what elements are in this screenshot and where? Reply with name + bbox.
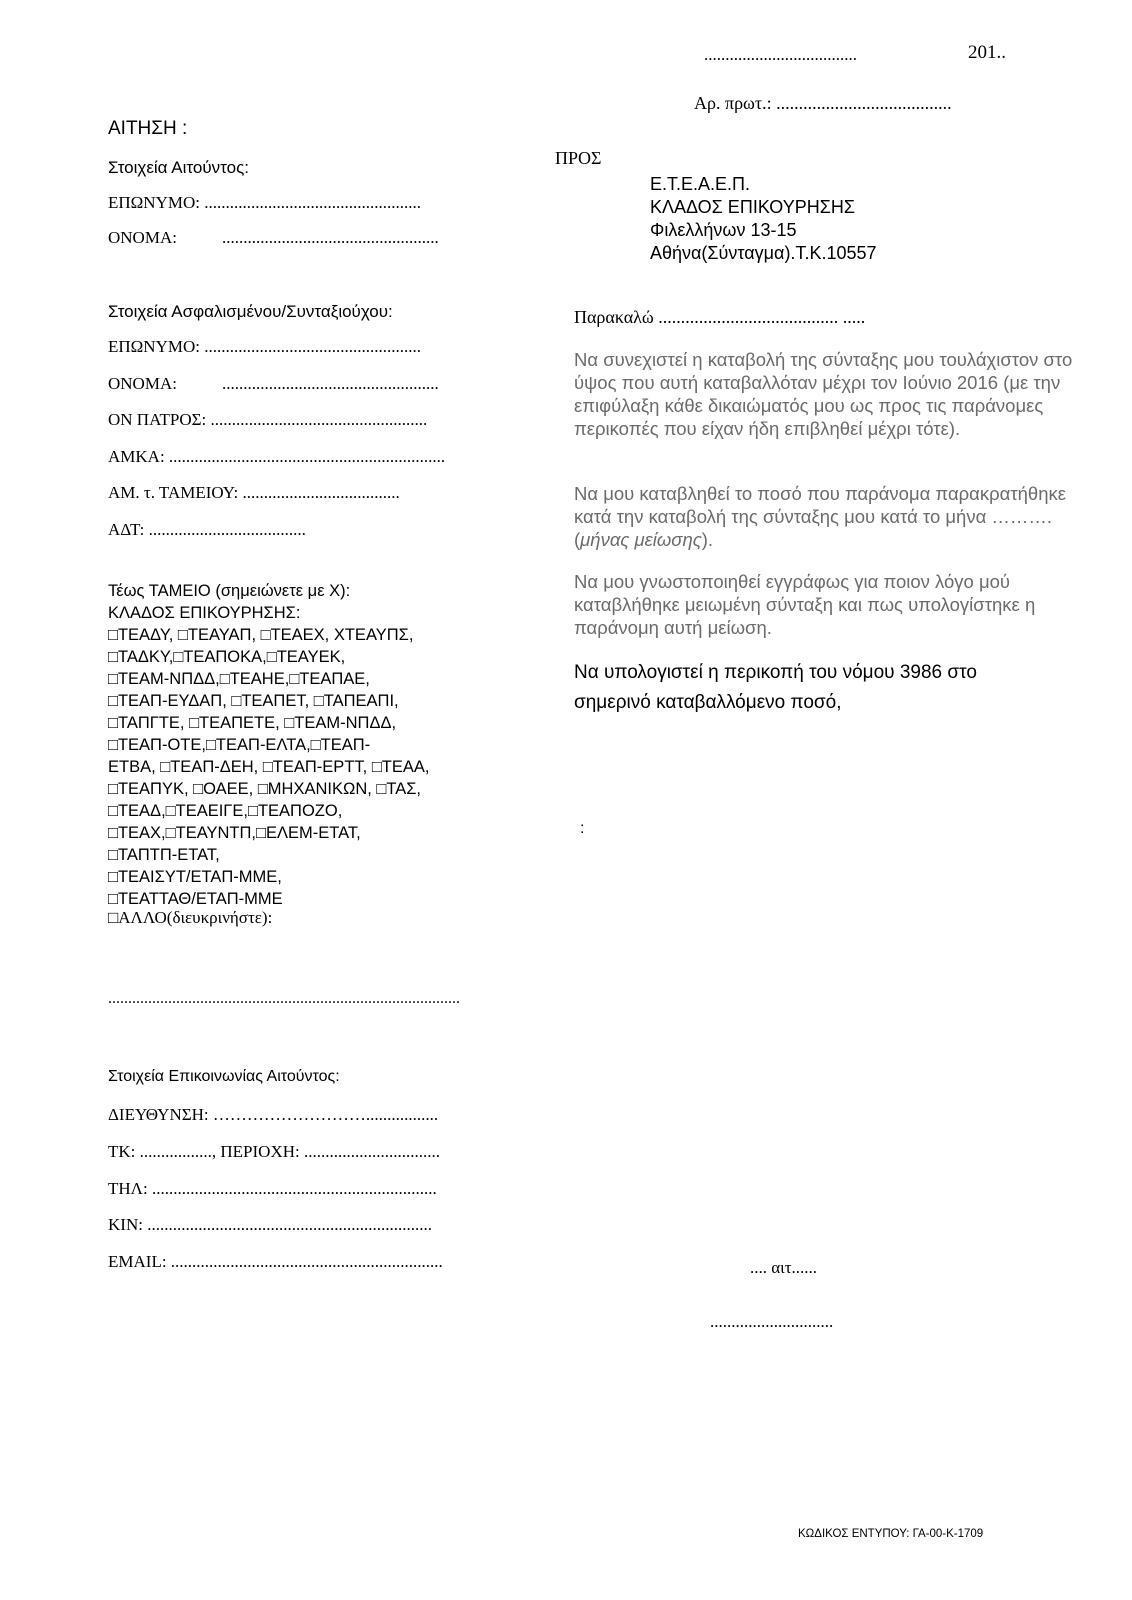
- applicant-name-field: ...................................................: [222, 228, 439, 247]
- fund-checkbox-line[interactable]: □ΤΕΑΜ-ΝΠΔΔ,□ΤΕΑΗΕ,□ΤΕΑΠΑΕ,: [108, 670, 370, 688]
- fund-checkbox-line[interactable]: □ΤΑΠΤΠ-ΕΤΑΤ,: [108, 846, 220, 864]
- fund-branch-heading: ΚΛΑΔΟΣ ΕΠΙΚΟΥΡΗΣΗΣ:: [108, 604, 301, 622]
- fund-checkbox-line[interactable]: □ΤΕΑΔΥ, □ΤΕΑΥΑΠ, □ΤΕΑΕΧ, ΧΤΕΑΥΠΣ,: [108, 626, 414, 644]
- father-name-field: ΟΝ ΠΑΤΡΟΣ: ...................................................: [108, 410, 428, 429]
- id-card-field: ΑΔΤ: .....................................: [108, 520, 306, 539]
- request-colon: :: [580, 820, 585, 837]
- postal-area-field: ΤΚ: ................., ΠΕΡΙΟΧΗ: ................................: [108, 1142, 440, 1161]
- recipient-line: ΚΛΑΔΟΣ ΕΠΙΚΟΥΡΗΣΗΣ: [650, 197, 855, 217]
- fund-checkbox-line[interactable]: □ΤΕΑΙΣΥΤ/ΕΤΑΠ-ΜΜΕ,: [108, 868, 282, 886]
- fund-checkbox-line[interactable]: □ΤΕΑΠΥΚ, □ΟΑΕΕ, □ΜΗΧΑΝΙΚΩΝ, □ΤΑΣ,: [108, 780, 422, 798]
- recipient-line: Φιλελλήνων 13-15: [650, 220, 797, 240]
- fund-checkbox-line[interactable]: □ΤΕΑΠ-ΟΤΕ,□ΤΕΑΠ-ΕΛΤΑ,□ΤΕΑΠ-: [108, 736, 371, 754]
- insured-heading: Στοιχεία Ασφαλισμένου/Συνταξιούχου:: [108, 302, 393, 321]
- contact-heading: Στοιχεία Επικοινωνίας Αιτούντος:: [108, 1068, 340, 1085]
- fund-other-field: ........................................................................................: [108, 990, 460, 1007]
- applicant-surname-field: ΕΠΩΝΥΜΟ: ...................................................: [108, 193, 421, 212]
- protocol-number: Αρ. πρωτ.: .......................................: [694, 93, 952, 113]
- fund-other-checkbox[interactable]: □ΑΛΛΟ(διευκρινήστε):: [108, 908, 273, 927]
- fund-checkbox-line[interactable]: □ΤΕΑΠ-ΕΥΔΑΠ, □ΤΕΑΠΕΤ, □ΤΑΠΕΑΠΙ,: [108, 692, 399, 710]
- request-paragraph-3: Να μου γνωστοποιηθεί εγγράφως για ποιον λόγο μού καταβλήθηκε μειωμένη σύνταξη και πως υπολογίστηκε η παράνομη αυτή μείωση.: [574, 571, 1036, 638]
- email-field: EMAIL: ................................................................: [108, 1252, 443, 1271]
- recipient-line: Αθήνα(Σύνταγμα).Τ.Κ.10557: [650, 243, 877, 263]
- recipient-pros: ΠΡΟΣ: [555, 148, 602, 168]
- request-paragraph-1: Να συνεχιστεί η καταβολή της σύνταξης μου τουλάχιστον στο ύψος που αυτή καταβαλλόταν μέχρι τον Ιούνιο 2016 (με την επιφύλαξη κάθε δικαιώματός μου ως προς τις παράνομες περικοπές που είχαν ήδη επιβληθεί μέχρι τότε).: [574, 349, 1073, 439]
- date-line: ....................................: [704, 45, 857, 64]
- fund-list: [108, 580, 508, 910]
- address-field: ΔΙΕΥΘΥΝΣΗ: ……………………….................: [108, 1105, 439, 1124]
- fund-checkbox-line[interactable]: □ΤΕΑΧ,□ΤΕΑΥΝΤΠ,□ΕΛΕΜ-ΕΤΑΤ,: [108, 824, 361, 842]
- fund-checkbox-line[interactable]: □ΤΕΑΔ,□ΤΕΑΕΙΓΕ,□ΤΕΑΠΟΖΟ,: [108, 802, 343, 820]
- fund-heading: Τέως ΤΑΜΕΙΟ (σημειώνετε με Χ):: [108, 582, 351, 600]
- mobile-field: ΚΙΝ: ...................................................................: [108, 1215, 432, 1234]
- signature-label: .... αιτ......: [750, 1258, 818, 1277]
- request-intro: Παρακαλώ ........................................ .....: [574, 307, 866, 327]
- applicant-heading: Στοιχεία Αιτούντος:: [108, 158, 249, 177]
- insured-surname-field: ΕΠΩΝΥΜΟ: ...................................................: [108, 337, 421, 356]
- recipient-line: Ε.Τ.Ε.Α.Ε.Π.: [650, 174, 751, 194]
- request-paragraph-2: Να μου καταβληθεί το ποσό που παράνομα παρακρατήθηκε κατά την καταβολή της σύνταξης μου κατά το μήνα ………. (μήνας μείωσης).: [574, 483, 1066, 550]
- fund-checkbox-line[interactable]: □ΤΕΑΤΤΑΘ/ΕΤΑΠ-ΜΜΕ: [108, 890, 283, 908]
- page-title: ΑΙΤΗΣΗ :: [108, 118, 188, 139]
- applicant-name-label: ΟΝΟΜΑ:: [108, 228, 177, 247]
- amka-field: ΑΜΚΑ: .................................................................: [108, 447, 446, 466]
- insured-name-label: ΟΝΟΜΑ:: [108, 374, 177, 393]
- request-paragraph-4: σημερινό καταβαλλόμενο ποσό,: [574, 692, 842, 713]
- fund-checkbox-line[interactable]: ΕΤΒΑ, □ΤΕΑΠ-ΔΕΗ, □ΤΕΑΠ-ΕΡΤΤ, □ΤΕΑΑ,: [108, 758, 430, 776]
- form-code: ΚΩΔΙΚΟΣ ΕΝΤΥΠΟΥ: ΓΑ-00-Κ-1709: [798, 1528, 984, 1540]
- phone-field: ΤΗΛ: ...................................................................: [108, 1179, 437, 1198]
- year-label: 201..: [968, 42, 1006, 63]
- request-paragraph-4: Να υπολογιστεί η περικοπή του νόμου 3986 στο: [574, 662, 977, 683]
- fund-checkbox-line[interactable]: □ΤΑΠΓΤΕ, □ΤΕΑΠΕΤΕ, □ΤΕΑΜ-ΝΠΔΔ,: [108, 714, 397, 732]
- fund-checkbox-line[interactable]: □ΤΑΔΚΥ,□ΤΕΑΠΟΚΑ,□ΤΕΑΥΕΚ,: [108, 648, 346, 666]
- signature-field: .............................: [710, 1312, 834, 1331]
- fund-number-field: ΑΜ. τ. ΤΑΜΕΙΟΥ: .....................................: [108, 483, 400, 502]
- insured-name-field: ...................................................: [222, 374, 439, 393]
